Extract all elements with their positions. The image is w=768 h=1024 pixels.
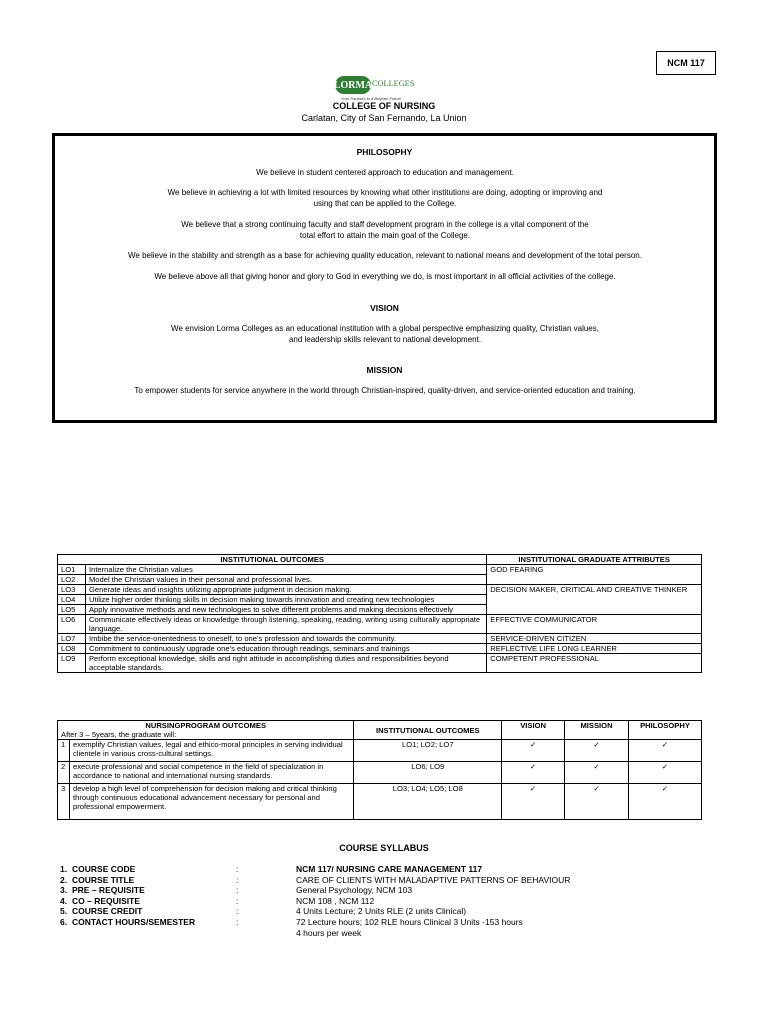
vision-heading: VISION bbox=[370, 303, 399, 313]
syllabus-colon: : bbox=[236, 885, 239, 896]
table-row bbox=[58, 654, 702, 673]
philosophy-check-icon: ✓ bbox=[628, 740, 701, 762]
syllabus-label: CONTACT HOURS/SEMESTER bbox=[72, 916, 196, 927]
institutional-outcomes-table bbox=[57, 554, 702, 673]
syllabus-num: 1. bbox=[60, 864, 68, 874]
lo-text: Apply innovative methods and new technologies to solve different problems and making decisions effectively bbox=[85, 605, 486, 615]
table-row bbox=[58, 784, 702, 820]
logo-text: COLLEGES bbox=[372, 79, 415, 88]
program-outcomes-header: NURSINGPROGRAM OUTCOMES bbox=[145, 721, 267, 730]
philosophy-check-icon: ✓ bbox=[628, 762, 701, 784]
lo-code: LO4 bbox=[58, 595, 86, 605]
philosophy-para-2-line-1: We believe in achieving a lot with limited resources by knowing what other institutions are doing, adopting or improving and bbox=[167, 188, 603, 197]
college-logo bbox=[335, 74, 425, 104]
syllabus-row bbox=[60, 906, 580, 917]
philosophy-para-4: We believe in the stability and strength as a base for achieving quality education, relevant to national means and development of the total person. bbox=[128, 251, 642, 260]
college-name: COLLEGE OF NURSING bbox=[332, 101, 436, 111]
program-outcome-text: exemplify Christian values, legal and ethico-moral principles in serving individual clientele in various cross-cultural settings. bbox=[69, 740, 353, 762]
attribute-cell: GOD FEARING bbox=[487, 565, 702, 585]
attribute-cell: EFFECTIVE COMMUNICATOR bbox=[487, 615, 702, 634]
table-row bbox=[58, 565, 702, 575]
vision-line-2: and leadership skills relevant to national development. bbox=[288, 334, 482, 344]
syllabus-colon: : bbox=[236, 874, 239, 885]
syllabus-row bbox=[60, 875, 580, 886]
institutional-outcomes-header: INSTITUTIONAL OUTCOMES bbox=[58, 555, 487, 565]
vision-para bbox=[75, 324, 695, 345]
table-row bbox=[58, 740, 702, 762]
vision-check-icon: ✓ bbox=[502, 740, 565, 762]
syllabus-row bbox=[60, 885, 580, 896]
course-syllabus-title: COURSE SYLLABUS bbox=[339, 843, 429, 853]
institutional-outcome-refs: LO6; LO9 bbox=[354, 762, 502, 784]
attribute-cell: DECISION MAKER, CRITICAL AND CREATIVE THINKER bbox=[487, 585, 702, 615]
vision-line-1: We envision Lorma Colleges as an educational institution with a global perspective emphasizing quality, Christian values, bbox=[171, 324, 599, 333]
syllabus-colon: : bbox=[236, 916, 239, 927]
lo-text: Communicate effectively ideas or knowledge through listening, speaking, reading, writing using culturally appropriate language. bbox=[85, 615, 486, 634]
syllabus-row bbox=[60, 864, 580, 875]
lo-code: LO8 bbox=[58, 644, 86, 654]
lo-code: LO7 bbox=[58, 634, 86, 644]
table-row bbox=[58, 762, 702, 784]
vision-col-header: VISION bbox=[502, 721, 565, 740]
syllabus-label: COURSE CREDIT bbox=[72, 906, 143, 917]
mission-para: To empower students for service anywhere in the world through Christian-inspired, quality-driven, and service-oriented education and training. bbox=[134, 386, 636, 395]
row-number: 2 bbox=[58, 762, 70, 784]
syllabus-colon: : bbox=[236, 906, 239, 917]
lo-text: Model the Christian values in their personal and professional lives. bbox=[85, 575, 486, 585]
lo-code: LO3 bbox=[58, 585, 86, 595]
college-address: Carlatan, City of San Fernando, La Union bbox=[301, 113, 467, 123]
mission-check-icon: ✓ bbox=[565, 784, 629, 820]
attribute-cell: REFLECTIVE LIFE LONG LEARNER bbox=[487, 644, 702, 654]
philosophy-para-1: We believe in student centered approach to education and management. bbox=[256, 168, 514, 177]
vision-check-icon: ✓ bbox=[502, 784, 565, 820]
table-row bbox=[58, 634, 702, 644]
syllabus-num: 4. bbox=[60, 895, 68, 906]
syllabus-value: NCM 108 , NCM 112 bbox=[296, 895, 375, 906]
syllabus-label: PRE – REQUISITE bbox=[72, 885, 145, 896]
philosophy-col-header: PHILOSOPHY bbox=[628, 721, 701, 740]
philosophy-check-icon: ✓ bbox=[628, 784, 701, 820]
philosophy-heading: PHILOSOPHY bbox=[356, 147, 413, 157]
row-number: 1 bbox=[58, 740, 70, 762]
lo-text: Perform exceptional knowledge, skills and right attitude in accomplishing duties and responsibilities beyond acceptable standards. bbox=[85, 654, 486, 673]
syllabus-num: 6. bbox=[60, 916, 68, 927]
syllabus-value: NCM 117/ NURSING CARE MANAGEMENT 117 bbox=[296, 864, 483, 874]
attribute-cell: COMPETENT PROFESSIONAL bbox=[487, 654, 702, 673]
syllabus-value: 72 Lecture hours; 102 RLE hours Clinical 3 Units -153 hours bbox=[296, 916, 523, 927]
course-syllabus-list bbox=[60, 864, 580, 938]
logo-tagline: Your Partners to a Brighter Future bbox=[341, 96, 402, 101]
syllabus-num: 3. bbox=[60, 885, 68, 896]
lo-code: LO2 bbox=[58, 575, 86, 585]
institutional-outcome-refs: LO3; LO4; LO5; LO8 bbox=[354, 784, 502, 820]
philosophy-vision-mission-box bbox=[52, 133, 717, 423]
syllabus-colon: : bbox=[236, 895, 239, 906]
syllabus-value: General Psychology, NCM 103 bbox=[296, 885, 413, 896]
philosophy-para-3-line-1: We believe that a strong continuing faculty and staff development program in the college is a vital component of the bbox=[181, 220, 589, 229]
lo-text: Utilize higher order thinking skills in decision making towards innovation and creating new technologies bbox=[85, 595, 486, 605]
lo-text: Imbibe the service-orientedness to oneself, to one’s profession and towards the community. bbox=[85, 634, 486, 644]
syllabus-num: 5. bbox=[60, 906, 68, 917]
table-row bbox=[58, 644, 702, 654]
lo-text: Internalize the Christian values bbox=[85, 565, 486, 575]
syllabus-value: CARE OF CLIENTS WITH MALADAPTIVE PATTERNS OF BEHAVIOUR bbox=[296, 874, 571, 885]
table-row bbox=[58, 615, 702, 634]
syllabus-label: CO – REQUISITE bbox=[72, 895, 141, 906]
syllabus-row bbox=[60, 928, 580, 939]
graduate-attributes-header: INSTITUTIONAL GRADUATE ATTRIBUTES bbox=[487, 555, 702, 565]
program-outcomes-intro: After 3 – 5years, the graduate will: bbox=[61, 730, 177, 739]
syllabus-label: COURSE TITLE bbox=[72, 874, 135, 885]
syllabus-value: 4 Units Lecture; 2 Units RLE (2 units Clinical) bbox=[296, 906, 467, 917]
institutional-outcome-refs: LO1; LO2; LO7 bbox=[354, 740, 502, 762]
syllabus-extra-line: 4 hours per week bbox=[296, 927, 362, 938]
course-code-box: NCM 117 bbox=[656, 51, 716, 75]
syllabus-row bbox=[60, 896, 580, 907]
lo-text: Commitment to continuously upgrade one’s education through readings, seminars and trainings bbox=[85, 644, 486, 654]
lo-code: LO5 bbox=[58, 605, 86, 615]
table-row bbox=[58, 585, 702, 595]
row-number: 3 bbox=[58, 784, 70, 820]
syllabus-label: COURSE CODE bbox=[72, 864, 136, 874]
mission-heading: MISSION bbox=[366, 365, 403, 375]
syllabus-num: 2. bbox=[60, 874, 68, 885]
logo-mark: LORMA bbox=[335, 76, 371, 94]
program-outcome-text: develop a high level of comprehension for decision making and critical thinking through continuous educational advancement necessary for personal and professional empowerment. bbox=[69, 784, 353, 820]
philosophy-para-5: We believe above all that giving honor and glory to God in everything we do, is most important in all official activities of the college. bbox=[154, 272, 616, 281]
lo-text: Generate ideas and insights utilizing appropriate judgment in decision making. bbox=[85, 585, 486, 595]
lo-code: LO9 bbox=[58, 654, 86, 673]
mission-check-icon: ✓ bbox=[565, 740, 629, 762]
syllabus-colon: : bbox=[236, 864, 239, 874]
vision-check-icon: ✓ bbox=[502, 762, 565, 784]
philosophy-para-2-line-2: using that can be applied to the College. bbox=[313, 198, 457, 208]
lo-code: LO6 bbox=[58, 615, 86, 634]
philosophy-para-3-line-2: total effort to attain the main goal of the College. bbox=[299, 230, 471, 240]
program-outcomes-header-cell bbox=[58, 721, 354, 740]
syllabus-row bbox=[60, 917, 580, 928]
institutional-outcomes-col-header: INSTITUTIONAL OUTCOMES bbox=[354, 721, 502, 740]
program-outcomes-table bbox=[57, 720, 702, 820]
mission-check-icon: ✓ bbox=[565, 762, 629, 784]
mission-col-header: MISSION bbox=[565, 721, 629, 740]
lo-code: LO1 bbox=[58, 565, 86, 575]
philosophy-para-2 bbox=[75, 188, 695, 209]
philosophy-para-3 bbox=[75, 220, 695, 241]
attribute-cell: SERVICE-DRIVEN CITIZEN bbox=[487, 634, 702, 644]
program-outcome-text: execute professional and social competence in the field of specialization in accordance to national and international nursing standards. bbox=[69, 762, 353, 784]
